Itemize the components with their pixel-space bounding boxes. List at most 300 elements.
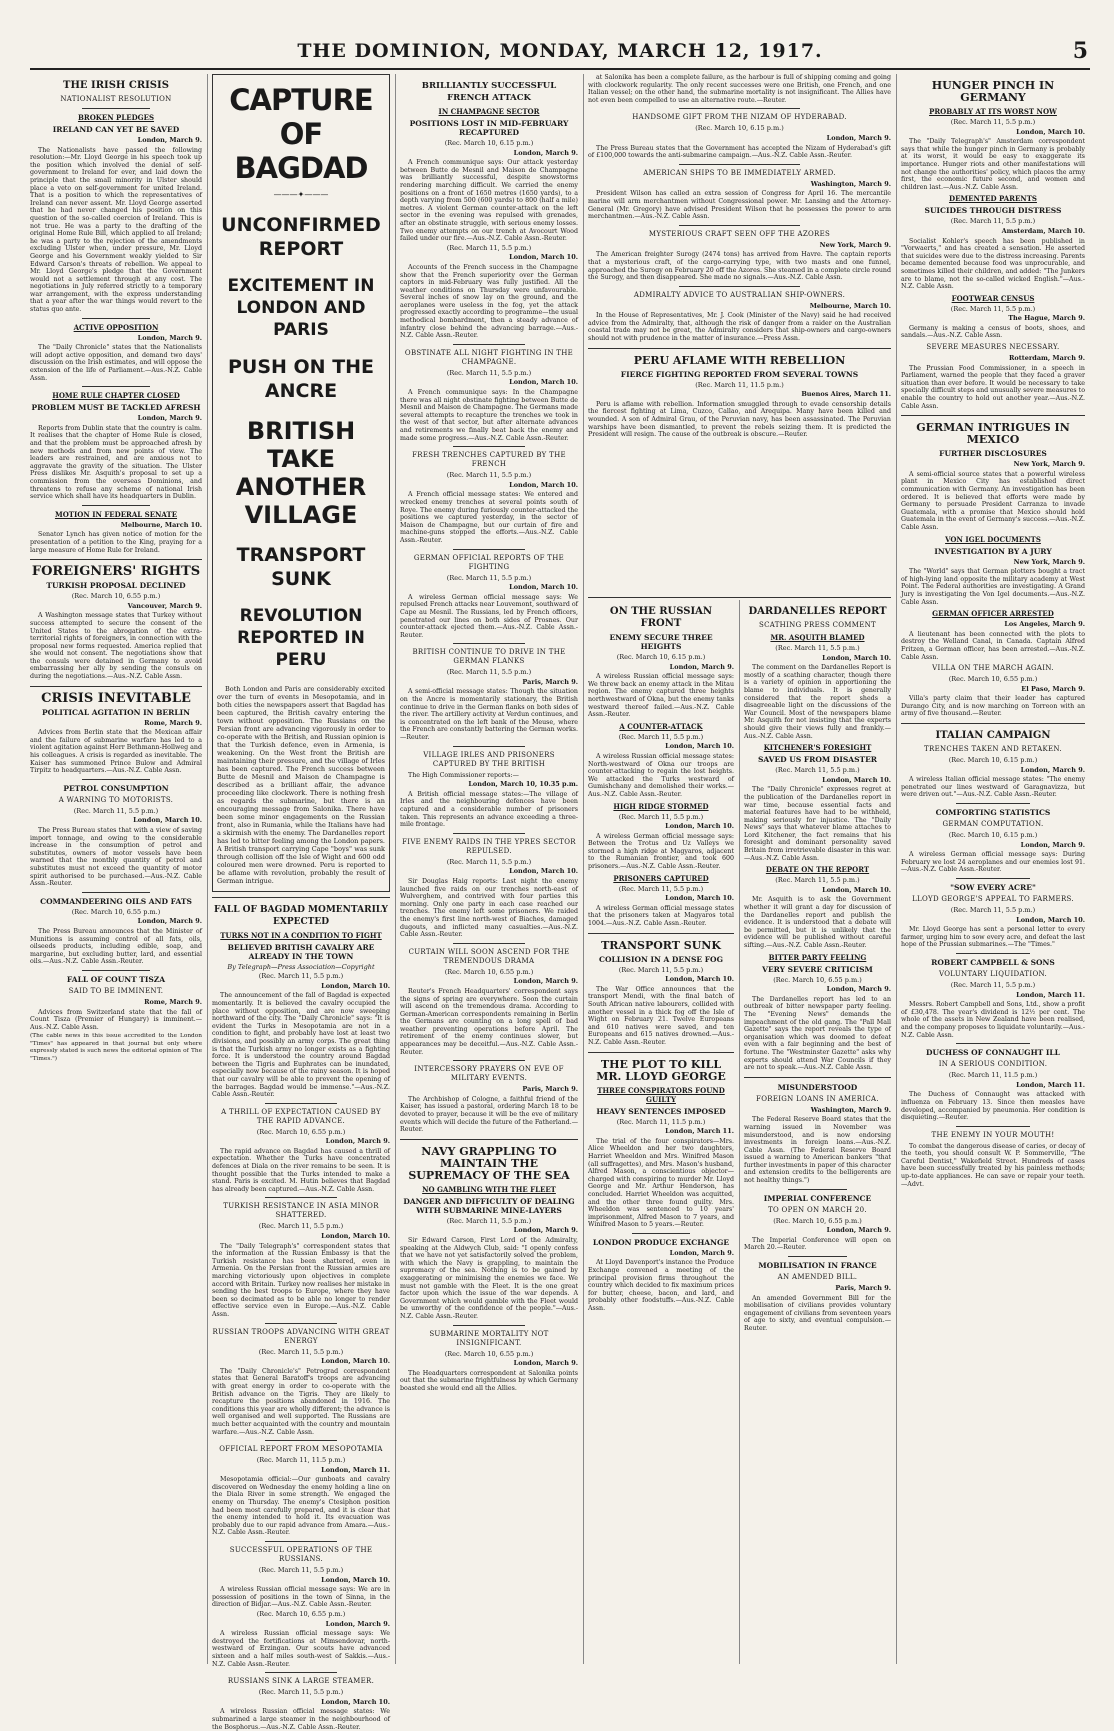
- article-subhead: INVESTIGATION BY A JURY: [934, 546, 1052, 556]
- article-headline: LONDON PRODUCE EXCHANGE: [592, 1237, 730, 1247]
- article-body: A French communique says: Our attack yesterday between Butte de Mesnil and Maison de Champagne was brilliantly successful, despite snowstorms rendering marching difficult. We carried the enemy positions on a front of 1650 metres (1650 yards), to a depth varying from 500 (600 yards) to 800 (half a mile) metres. A violent German counter-attack on the left sector in the evening was repulsed with grenades, after an obstinate struggle, with serious enemy losses. Two enemy attempts on our trench at Avocourt Wood failed under our fire.—Aus.-N.Z. Cable Assn.-Reuter.: [400, 159, 578, 243]
- banner-headline: CAPTURE OF BAGDAD: [229, 83, 373, 185]
- receipt-date: (Rec. March 10, 6.55 p.m.): [773, 975, 862, 984]
- divider: [265, 1541, 336, 1542]
- article-body: A semi-official source states that a powerful wireless plant in Mexico City has established direct communication with Germany. An investigation has been ordered. It is believed that efforts were made by Germany to persuade President Carranza to invade Guatemala, with a promise that Mexico should hold Guatemala in the event of Germany's success.—Aus.-N.Z. Cable Assn.: [901, 470, 1085, 531]
- dateline: London, March 9.: [513, 1359, 578, 1368]
- dateline: New York, March 9.: [1013, 557, 1085, 566]
- article-body: A British official message states:—The village of Irles and the neighbouring defences have been captured and a considerable number of prisoners taken. This represents an advance exceeding a three-mile frontage.: [400, 790, 578, 829]
- receipt-date: (Rec. March 10, 6.55 p.m.): [948, 675, 1038, 684]
- receipt-date: (Rec. March 11, 5.5 p.m.): [258, 1222, 344, 1231]
- dateline: London, March 10.: [1016, 915, 1085, 924]
- divider: [788, 1256, 847, 1257]
- article-headline: SUCCESSFUL OPERATIONS OF THE RUSSIANS.: [229, 1546, 373, 1564]
- article-subhead: ACTIVE OPPOSITION: [73, 322, 159, 332]
- article-headline: FOREIGNERS' RIGHTS: [31, 564, 201, 580]
- banner-subhead: TRANSPORT SUNK: [236, 543, 366, 590]
- dateline: London, March 11.: [321, 1465, 390, 1474]
- divider: [632, 1233, 690, 1234]
- dateline: London, March 9.: [513, 977, 578, 986]
- article-headline: HUNGER PINCH IN GERMANY: [931, 79, 1055, 104]
- receipt-date: (Rec. March 11, 11.5 p.m.): [948, 1071, 1038, 1080]
- receipt-date: (Rec. March 10, 6.55 p.m.): [256, 1127, 346, 1136]
- article-headline: CRISIS INEVITABLE: [41, 690, 191, 706]
- article-body: A wireless Russian official message states: North-westward of Okna our troops are counter-attacking to regain the lost heights. We attacked the Turks westward of Gumishchany and demolished their works.—Aus.-N.Z. Cable Assn.-Reuter.: [588, 752, 734, 798]
- dateline: London, March 11.: [665, 1127, 734, 1136]
- article-body: A semi-official message states: Though the situation on the Ancre is momentarily stationary, the British continue to drive in the German flanks on both sides of the river. The artillery activity at Verdun continues, and is concentrated on the left bank of the Meuse, where the French are constantly battering the German works.—Reuter.: [400, 688, 579, 742]
- article-headline: FRESH TRENCHES CAPTURED BY THE FRENCH: [412, 451, 566, 469]
- article-subhead: SAVED US FROM DISASTER: [757, 755, 878, 765]
- receipt-date: (Rec. March 11, 5.5 p.m.): [618, 732, 704, 741]
- article-headline: "SOW EVERY ACRE": [950, 883, 1036, 892]
- article-body: The Duchess of Connaught was attacked with influenza on February 13. Since then measles have developed, accompanied by pneumonia. Her condition is disquieting.—Reuter.: [901, 1091, 1085, 1122]
- dateline: Paris, March 9.: [835, 1284, 891, 1293]
- divider: [82, 318, 151, 319]
- byline: By Telegraph—Press Association—Copyright: [227, 962, 375, 971]
- article-headline: TURKISH RESISTANCE IN ASIA MINOR SHATTERED.: [223, 1202, 379, 1220]
- article-body: A wireless Russian official message says: We destroyed the fortifications at Mimsendovar, north-westward of Erzingan. Our scouts have advanced sixteen and a half miles south-west of Sakkis.—Aus.-N.Z. Cable Assn.-Reuter.: [212, 1630, 390, 1668]
- article-subhead: SUICIDES THROUGH DISTRESS: [924, 206, 1062, 216]
- divider: [956, 878, 1030, 879]
- article-headline: FALL OF COUNT TISZA: [66, 974, 166, 984]
- dateline: New York, March 9.: [1013, 460, 1085, 469]
- article-subhead: FOREIGN LOANS IN AMERICA.: [756, 1094, 879, 1103]
- ornament: ———✦———: [273, 190, 329, 199]
- column-2: [212, 74, 390, 1731]
- receipt-date: (Rec. March 10, 6.55 p.m.): [773, 1216, 862, 1225]
- article-subhead: SAID TO BE IMMINENT.: [68, 986, 164, 995]
- dateline: London, March 9.: [826, 985, 891, 994]
- divider: [453, 833, 524, 834]
- article-subhead: SEVERE MEASURES NECESSARY.: [926, 343, 1060, 352]
- article-body: An amended Government Bill for the mobilisation of civilians provides voluntary engagement of civilians from seventeen years of age to sixty, and eventual compulsion.—Reuter.: [744, 1294, 891, 1332]
- article-body: The Nationalists have passed the following resolution:—Mr. Lloyd George in his speech took up the position which involved the denial of self-government to Ireland for ever, and laid down the principle that the small minority in Ulster should place a veto on self-government for united Ireland. That is a position to which the representatives of Ireland can never assent. Mr. Lloyd George asserted that he had never changed his position on this question of the so-called coercion of Ireland. This is not true. He was a party to the drafting of the original Home Rule Bill, which applied to all Ireland; he was a party to the rejection of the amendments excluding Ulster when, under pressure, Mr. Lloyd George and his Government weakly yielded to Sir Edward Carson's threats of rebellion. We appeal to Mr. Lloyd George's pledge that the Government would not a settlement through at any cost. The negotiations in July referred strictly to a temporary war arrangement, with the express understanding that a year after the war things would revert to the status quo ante.: [30, 146, 202, 314]
- article-body: A wireless Russian official message says: We threw back an enemy attack in the Mitau region. The enemy captured three heights northwestward of Okna, but the enemy tanks westward thereof failed.—Aus.-N.Z. Cable Assn.-Reuter.: [588, 673, 734, 719]
- divider: [400, 1139, 578, 1140]
- divider: [82, 108, 151, 109]
- dateline: Paris, March 9.: [522, 1085, 578, 1094]
- receipt-date: (Rec. March 11, 5.5 p.m.): [446, 668, 532, 677]
- dateline: London, March 9.: [513, 1226, 578, 1235]
- article-headline: AMERICAN SHIPS TO BE IMMEDIATELY ARMED.: [643, 168, 836, 177]
- article-body: To combat the dangerous disease of caries, or decay of the teeth, you should consult W. P. Sommerville, "The Careful Dentist," Wakefield Street. Hundreds of cases have been successfully treated by his painless methods; up-to-date appliances. He can save or repair your teeth.—Advt.: [901, 1142, 1085, 1188]
- receipt-date: (Rec. March 11, 5.5 p.m.): [446, 857, 532, 866]
- article-body: Messrs. Robert Campbell and Sons, Ltd., show a profit of £30,478. The year's dividend is 12½ per cent. The whole of the assets in New Zealand have been realised, and the company proposes to liquidate voluntarily.—Aus.-N.Z. Cable Assn.: [901, 1001, 1085, 1039]
- article-body: The "Daily Chronicle's" Petrograd correspondent states that General Baratoff's troops are advancing with great energy in order to co-operate with the British advance on the Tigris. They are likely to recapture the positions abandoned in 1916. The conditions this year are wholly different; the advance is well organised and well supported. The Russians are much better acquainted with the country and mountain warfare.—Aus.-N.Z. Cable Assn.: [212, 1367, 390, 1436]
- divider: [588, 1052, 734, 1053]
- dateline: Buenos Aires, March 11.: [801, 390, 891, 399]
- article-subhead: HEAVY SENTENCES IMPOSED: [596, 1106, 726, 1116]
- article-headline: OBSTINATE ALL NIGHT FIGHTING IN THE CHAMPAGNE.: [404, 348, 574, 366]
- dateline: London, March 10.: [665, 975, 734, 984]
- article-subhead: POLITICAL AGITATION IN BERLIN: [41, 707, 191, 717]
- divider: [453, 943, 524, 944]
- divider: [453, 1060, 524, 1061]
- banner-subhead: PUSH ON THE ANCRE: [227, 355, 375, 402]
- article-body: In the House of Representatives, Mr. J. Cook (Minister of the Navy) said he had received advice from the Admiralty, that, although the risk of danger from a raider on the Australian coastal trade may not be great, the Admiralty considers that ship-owners and cargo-owners should not with prudence in the matter of insurance.—Press Assn.: [588, 312, 891, 343]
- article-body: The Press Bureau announces that the Minister of Munitions is assuming control of all fats, oils, oilseeds products, including edible, soap, and margarine, but excluding butter, lard, and essential oils.—Aus.-N.Z. Cable Assn.-Reuter.: [30, 927, 202, 966]
- divider: [82, 386, 151, 387]
- article-body: Socialist Kohler's speech has been published in "Vorwaerts," and has created a sensation. He asserted that suicides were due to the distress increasing. Parents became demented because food was unprocurable, and sometimes killed their children, and added: "The Junkers are to blame, not the so-called wicked English."—Aus.-N.Z. Cable Assn.: [901, 237, 1085, 291]
- divider: [30, 559, 202, 560]
- receipt-date: (Rec. March 11, 5.5 p.m.): [950, 118, 1036, 126]
- article-subhead: NO GAMBLING WITH THE FLEET: [422, 1184, 556, 1194]
- dateline: Rotterdam, March 9.: [1008, 354, 1085, 363]
- article-body: Advices from Switzerland state that the fall of Count Tisza (Premier of Hungary) is imminent.—Aus.-N.Z. Cable Assn.: [30, 1008, 202, 1031]
- article-subhead: MOTION IN FEDERAL SENATE: [54, 509, 178, 519]
- divider: [453, 446, 524, 447]
- article-body: The High Commissioner reports:—: [408, 771, 519, 779]
- article-body: A lieutenant has been connected with the plots to destroy the Welland Canal, in Canada. Captain Alfred Fritzen, a German officer, has been arrested.—Aus.-N.Z. Cable Assn.: [901, 630, 1085, 661]
- dateline: London, March 10.: [509, 480, 578, 489]
- article-body: Accounts of the French success in the Champagne show that the French superiority over the German captors in mid-February was fully justified. All the weather conditions on Thursday were unfavourable. Several inches of snow lay on the ground, and the aeroplanes were useless in the fog, yet the attack progressed exactly according to programme—the usual methodical bombardment, then a steady advance of infantry close behind the advancing barrage.—Aus.-N.Z. Cable Assn.-Reuter.: [400, 263, 578, 340]
- article-headline: RUSSIANS SINK A LARGE STEAMER.: [227, 1677, 375, 1686]
- receipt-date: (Rec. March 11, 5.5 p.m.): [950, 217, 1036, 226]
- article-headline: MISUNDERSTOOD: [777, 1082, 858, 1092]
- dateline: London, March 10.: [665, 894, 734, 903]
- article-headline: COMFORTING STATISTICS: [935, 808, 1051, 818]
- receipt-date: (Rec. March 10, 6.55 p.m.): [256, 1610, 346, 1618]
- divider: [82, 505, 151, 506]
- article-subhead: KITCHENER'S FORESIGHT: [763, 743, 872, 753]
- dateline: London, March 9.: [137, 333, 202, 342]
- article-body: Reuter's French Headquarters' correspondent says the signs of spring are everywhere. Soon the curtain will ascend on the tremendous drama. According to German-American correspondents remaining in Berlin the Germans are counting on a long spell of bad weather preventing operations before April. The retirement of the enemy continues slower, but appearances may be deceitful.—Aus.-N.Z. Cable Assn.-Reuter.: [400, 987, 578, 1056]
- dateline: New York, March 9.: [819, 240, 891, 249]
- article-body: Villa's party claim that their leader has captured Durango City, and is now marching on Torreon with an army of five thousand.—Reuter.: [901, 695, 1085, 718]
- divider: [265, 1323, 336, 1324]
- newspaper-title: THE DOMINION, MONDAY, MARCH 12, 1917.: [297, 40, 823, 62]
- receipt-date: (Rec. March 11, 5.5 p.m.): [258, 972, 344, 981]
- article-subhead: VOLUNTARY LIQUIDATION.: [939, 969, 1047, 978]
- article-subhead: TURKISH PROPOSAL DECLINED: [46, 581, 186, 591]
- editorial-note: (The cable news in this issue accredited to the London "Times" has appeared in that journal but only where expressly stated is such news the editorial opinion of The "Times."): [30, 1033, 202, 1063]
- divider: [679, 108, 800, 109]
- article-subhead: COLLISION IN A DENSE FOG: [599, 954, 723, 964]
- article-headline: THE PLOT TO KILL MR. LLOYD GEORGE: [596, 1057, 726, 1083]
- article-subhead: AN AMENDED BILL.: [777, 1273, 858, 1282]
- article-body: The "Daily Telegraph's" Amsterdam correspondent says that while the hunger pinch in Germany is probably at its worst, it would be easy to exaggerate its importance. Hunger riots and other manifestations will not change the authorities' policy, which places the army first, the economic future second, and women and children last.—Aus.-N.Z. Cable Assn.: [901, 138, 1085, 191]
- receipt-date: (Rec. March 10, 6.55 p.m.): [444, 1349, 534, 1358]
- receipt-date: (Rec. March 11, 11.5 p.m.): [695, 380, 784, 389]
- dateline: London, March 10.: [822, 885, 891, 894]
- article-headline: OFFICIAL REPORT FROM MESOPOTAMIA: [219, 1445, 383, 1454]
- article-body: At Lloyd Davenport's instance the Produce Exchange convened a meeting of the principal provision firms throughout the country which decided to fix maximum prices for butter, cheese, bacon, and lard, and probably other foodstuffs.—Aus.-N.Z. Cable Assn.: [588, 1259, 734, 1313]
- article-headline: ON THE RUSSIAN FRONT: [609, 606, 713, 629]
- dateline: London, March 10.: [509, 867, 578, 876]
- dateline: London, March 9.: [325, 1137, 390, 1146]
- dateline: London, March 10.: [1016, 127, 1085, 136]
- article-subhead: A WARNING TO MOTORISTS.: [58, 795, 174, 804]
- column-1: [30, 74, 202, 1664]
- divider: [679, 286, 800, 287]
- receipt-date: (Rec. March 11, 5.5 p.m.): [950, 980, 1036, 989]
- article-subhead: GERMAN OFFICER ARRESTED: [932, 609, 1054, 619]
- divider: [82, 892, 151, 893]
- column-4-5-top: [588, 74, 891, 594]
- divider: [265, 1103, 336, 1104]
- article-subhead: IN A SERIOUS CONDITION.: [938, 1060, 1048, 1069]
- dateline: Vancouver, March 9.: [127, 601, 202, 610]
- dateline: Melbourne, March 10.: [809, 301, 891, 310]
- dateline: London, March 10.: [509, 583, 578, 592]
- article-body: The "Daily Telegraph's" correspondent states that the information at the Russian Embassy is that the Turkish resistance has been shattered, even in Armenia. On the Persian front the Russian armies are marching victoriously upon objectives in complete accord with Britain. Turkey now realises her mistake in sending the best troops to Europe, where they have been so decimated as to be able no longer to render effective service even in Europe.—Aus.-N.Z. Cable Assn.: [212, 1242, 390, 1318]
- article-headline: RUSSIAN TROOPS ADVANCING WITH GREAT ENERGY: [212, 1327, 390, 1345]
- article-body: The "World" says that German plotters bought a tract of high-lying land opposite the military academy at West Point. The Federal authorities are investigating. A Grand Jury is investigating the Von Igel documents.—Aus.-N.Z. Cable Assn.: [901, 568, 1085, 606]
- article-subhead: IN CHAMPAGNE SECTOR: [438, 107, 540, 116]
- receipt-date: (Rec. March 11, 5.5 p.m.): [618, 884, 704, 893]
- article-subhead: PROBLEM MUST BE TACKLED AFRESH: [31, 403, 201, 413]
- article-headline: DARDANELLES REPORT: [748, 606, 887, 617]
- article-subhead: VILLA ON THE MARCH AGAIN.: [932, 664, 1054, 673]
- dateline: London, March 10.: [509, 253, 578, 262]
- article-headline: COMMANDEERING OILS AND FATS: [40, 896, 192, 906]
- article-body: A wireless German official message says: Between the Trotus and Uz Valleys we stormed a high ridge at Magyaros, adjacent to the Rumanian frontier, and took 600 prisoners.—Aus.-N.Z. Cable Assn.-Reuter.: [588, 832, 734, 871]
- article-body: A French official message states: We entered and wrecked enemy trenches at several points south of Roye. The enemy during furiously counter-attacked the positions we captured yesterday, in the sector of Maison de Champagne, but our curtain of fire and machine-guns stopped the efforts.—Aus.-N.Z. Cable Assn.-Reuter.: [400, 491, 578, 544]
- divider: [901, 415, 1085, 416]
- article-headline: MYSTERIOUS CRAFT SEEN OFF THE AZORES: [648, 229, 831, 238]
- article-body: Mr. Lloyd George has sent a personal letter to every farmer, urging him to sow every acre, and defeat the last hope of the Prussian submarines.—The "Times.": [901, 926, 1085, 949]
- article-body: A wireless Italian official message states: "The enemy penetrated our lines westward of Garagnavizza, but were driven out."—Aus.-N.Z. Cable Assn.-Reuter.: [901, 776, 1085, 799]
- dateline: London, March 10.: [321, 1697, 390, 1706]
- receipt-date: (Rec. March 10, 6.15 p.m.): [948, 831, 1038, 840]
- article-body: The Federal Reserve Board states that the warning issued in November was misunderstood, and is now endorsing investments in foreign loans.—Aus.-N.Z. Cable Assn. (The Federal Reserve Board issued a warning to American bankers "that further investments in paper of this character and extension credits to the belligerents are not healthy things."): [744, 1116, 891, 1185]
- divider: [265, 1197, 336, 1198]
- divider: [588, 597, 891, 598]
- divider: [265, 1672, 336, 1673]
- article-headline: VILLAGE IRLES AND PRISONERS CAPTURED BY THE BRITISH: [423, 750, 555, 768]
- dateline: Paris, March 9.: [522, 677, 578, 686]
- article-body: The comment on the Dardanelles Report is mostly of a scathing character, though there is a variety of opinion in apportioning the blame to individuals. It is generally considered that the report sheds a disagreeable light on the discussions of the War Council. Most of the newspapers blame Mr. Asquith for not insisting that the experts should give their views fully and frankly.—Aus.-N.Z. Cable Assn.: [744, 664, 891, 740]
- receipt-date: (Rec. March 11, 5.5 p.m.): [618, 965, 704, 974]
- dateline: London, March 9.: [1020, 840, 1085, 849]
- receipt-date: (Rec. March 10, 6.15 p.m.): [444, 139, 534, 147]
- article-body: The Press Bureau states that the Government has accepted the Nizam of Hyderabad's gift of £100,000 towards the anti-submarine campaign.—Aus.-N.Z. Cable Assn.-Reuter.: [588, 144, 891, 160]
- article-subhead: DEMENTED PARENTS: [949, 194, 1037, 204]
- article-headline: NAVY GRAPPLING TO MAINTAIN THE SUPREMACY OF THE SEA: [408, 1144, 570, 1182]
- column-3: [400, 74, 578, 1664]
- divider: [82, 970, 151, 971]
- article-subhead: DEBATE ON THE REPORT: [765, 865, 870, 875]
- article-headline: BRILLIANTLY SUCCESSFUL FRENCH ATTACK: [421, 81, 557, 103]
- article-subhead: THREE CONSPIRATORS FOUND GUILTY: [597, 1085, 725, 1104]
- article-body: President Wilson has called an extra session of Congress for April 16. The mercantile marine will arm merchantmen without Congressional power. Mr. Lansing and the Attorney-General (Mr. Gregory) have advised President Wilson that he possesses the power to arm merchantmen.—Aus.-N.Z. Cable Assn.: [588, 190, 891, 221]
- receipt-date: (Rec. March 11, 5.5 p.m.): [446, 368, 532, 377]
- receipt-date: (Rec. March 11, 5.5 p.m.): [950, 304, 1036, 313]
- dateline: Rome, March 9.: [144, 718, 202, 727]
- receipt-date: (Rec. March 11, 5.5 p.m.): [950, 906, 1036, 914]
- article-headline: THE ENEMY IN YOUR MOUTH!: [931, 1130, 1055, 1139]
- dateline: Washington, March 9.: [810, 1105, 891, 1114]
- dateline: London, March 10.: [321, 1232, 390, 1241]
- divider: [679, 225, 800, 226]
- article-headline: SUBMARINE MORTALITY NOT INSIGNIFICANT.: [429, 1329, 549, 1347]
- divider: [453, 746, 524, 747]
- dateline: The Hague, March 9.: [1008, 314, 1085, 323]
- article-subhead: BELIEVED BRITISH CAVALRY ARE ALREADY IN THE TOWN: [227, 942, 375, 961]
- lead-story-box: [212, 74, 390, 892]
- receipt-date: (Rec. March 11, 5.5 p.m.): [446, 471, 532, 480]
- divider: [901, 723, 1085, 724]
- article-body: Mr. Asquith is to ask the Government whether it will grant a day for discussion of the Dardanelles report and publish the evidence. It is understood that a debate will be permitted, but it is unlikely that the evidence will be published without careful sifting.—Aus.-N.Z. Cable Assn.-Reuter.: [744, 896, 891, 949]
- article-headline: DUCHESS OF CONNAUGHT ILL: [926, 1048, 1060, 1058]
- article-body: A Washington message states that Turkey without success attempted to secure the consent of the United States to the abrogation of the extra-territorial rights of foreigners, in connection with the proposal new forms requested. America replied that she would not consent. The negotiations show that the consuls were detained in Germany to avoid embarrassing her ally by sending the consuls on during the negotiations.—Aus.-N.Z. Cable Assn.: [30, 612, 202, 681]
- dateline: London, March 11.: [1016, 1080, 1085, 1089]
- dateline: London, March 9.: [137, 136, 202, 144]
- article-headline: INTERCESSORY PRAYERS ON EVE OF MILITARY EVENTS.: [414, 1065, 564, 1083]
- receipt-date: (Rec. March 11, 5.5 p.m.): [446, 243, 532, 252]
- banner-subhead: EXCITEMENT IN LONDON AND PARIS: [227, 275, 375, 340]
- dateline: London, March 9.: [669, 662, 734, 671]
- article-body: The Archbishop of Cologne, a faithful friend of the Kaiser, has issued a pastoral, ordering March 18 to be devoted to prayer, because it will be the eve of military events which will decide the future of the Fatherland.—Reuter.: [400, 1095, 578, 1134]
- divider: [453, 344, 524, 345]
- article-subhead: FIERCE FIGHTING REPORTED FROM SEVERAL TOWNS: [620, 369, 859, 379]
- dateline: Washington, March 9.: [810, 179, 891, 188]
- article-headline: A THRILL OF EXPECTATION CAUSED BY THE RAPID ADVANCE.: [221, 1107, 381, 1125]
- article-body: The trial of the four conspirators—Mrs. Alice Wheeldon and her two daughters, Harriet Wheeldon and Mrs. Winifred Mason (all suffragettes), and Mrs. Mason's husband, Alfred Mason, a conscientious objector—charged with conspiring to murder Mr. Lloyd George and Mr. Arthur Henderson, has concluded. Harriet Wheeldon was acquitted, and the other three found guilty. Mrs. Wheeldon was sentenced to 10 years' imprisonment, Alfred Mason to 7 years, and Winifred Mason to 5 years.—Reuter.: [588, 1137, 734, 1229]
- dateline: Rome, March 9.: [144, 997, 202, 1006]
- dateline: Los Angeles, March 9.: [1004, 620, 1085, 629]
- article-headline: FIVE ENEMY RAIDS IN THE YPRES SECTOR REPULSED.: [402, 837, 576, 855]
- receipt-date: (Rec. March 11, 5.5 p.m.): [258, 1688, 344, 1697]
- article-subhead: VON IGEL DOCUMENTS: [945, 534, 1041, 544]
- article-subhead: PRISONERS CAPTURED: [613, 873, 709, 883]
- dateline: London, March 10.: [509, 378, 578, 387]
- article-body: A wireless German official message states that the prisoners taken at Magyaros total 1004.—Aus.-N.Z. Cable Assn.-Reuter.: [588, 904, 734, 928]
- article-headline: MOBILISATION IN FRANCE: [758, 1261, 877, 1271]
- article-subhead: IRELAND CAN YET BE SAVED: [52, 125, 180, 134]
- dateline: London, March 10.: [665, 822, 734, 831]
- article-body: Sir Douglas Haig reports: Last night the enemy launched five raids on our trenches north-east of Wulverghem, and contrived with four parties this morning. Only one party in each case reached our trenches. The enemy left some prisoners. We raided the enemy's first line north-west of Biaches, damaged dugouts, and inflicted many casualties.—Aus.-N.Z. Cable Assn.-Reuter.: [400, 877, 578, 939]
- receipt-date: (Rec. March 10, 6.55 p.m.): [71, 907, 161, 916]
- dateline: London, March 10.: [133, 816, 202, 825]
- divider: [453, 643, 524, 644]
- article-subhead: TRENCHES TAKEN AND RETAKEN.: [924, 745, 1062, 754]
- banner-subhead: REVOLUTION REPORTED IN PERU: [237, 605, 365, 670]
- article-headline: GERMAN OFFICIAL REPORTS OF THE FIGHTING: [413, 553, 565, 571]
- article-subhead: LLOYD GEORGE'S APPEAL TO FARMERS.: [912, 895, 1074, 903]
- receipt-date: (Rec. March 11, 5.5 p.m.): [446, 1216, 532, 1225]
- dateline: London, March 9.: [826, 133, 891, 142]
- article-body: A wireless Russian official message states: We submarined a large steamer in the neighbourhood of the Bosphorus.—Aus.-N.Z. Cable Assn.-Reuter.: [212, 1708, 390, 1731]
- article-subhead: BITTER PARTY FEELING: [768, 952, 867, 962]
- dateline: London, March 9.: [826, 1226, 891, 1235]
- divider: [588, 933, 734, 934]
- dateline: London, March 9.: [669, 1248, 734, 1257]
- article-subhead: HOME RULE CHAPTER CLOSED: [52, 391, 180, 401]
- column-rule: [583, 74, 584, 1664]
- column-4: [588, 600, 734, 1664]
- dateline: London, March 9.: [325, 1619, 390, 1628]
- article-subhead: POSITIONS LOST IN MID-FEBRUARY RECAPTURED: [409, 119, 569, 137]
- article-body: The announcement of the fall of Bagdad is expected momentarily. It is believed the cavalry occupied the place without opposition, and are now sweeping northward of the city. The "Daily Chronicle" says: "It is evident the Turks in Mesopotamia are not in a condition to fight, and probably have lost at least two divisions, and possibly an army corps. The great thing is that the Turkish army no longer exists as a fighting force. It is understood the country around Bagdad between the Tigris and Euphrates can be inundated, especially now because of the rainy season. It is hoped that our cavalry will be able to prevent the opening of the barrages. Bagdad would be immense."—Aus.-N.Z. Cable Assn.-Reuter.: [212, 992, 390, 1099]
- receipt-date: (Rec. March 11, 11.5 p.m.): [256, 1456, 346, 1465]
- article-headline: ROBERT CAMPBELL & SONS: [931, 957, 1055, 967]
- dateline: London, March 9.: [1020, 765, 1085, 774]
- divider: [265, 1440, 336, 1441]
- article-subhead: MR. ASQUITH BLAMED: [770, 633, 865, 642]
- article-headline: BRITISH CONTINUE TO DRIVE IN THE GERMAN FLANKS: [412, 648, 566, 666]
- article-body: at Salonika has been a complete failure, as the harbour is full of shipping coming and going with clockwork regularity. The only recent successes were one British, one French, and one Italian vessel; on the other hand, the submarine mortality is not insignificant. The Allies have not even been compelled to use an alternative route.—Reuter.: [588, 74, 891, 104]
- divider: [956, 1126, 1030, 1127]
- article-body: Reports from Dublin state that the country is calm. It realises that the chapter of Home Rule is closed, and that the problem must be approached afresh by new methods and from new points of view. The leaders are restrained, and are anxious not to aggravate the gravity of the situation. The Ulster Press dislikes Mr. Asquith's proposal to set up a commission from the overseas Dominions, and threatens to refuse any scheme of national Irish service which shall have its headquarters in Dublin.: [30, 424, 202, 501]
- divider: [956, 1043, 1030, 1044]
- article-body: The "Daily Chronicle" expresses regret at the publication of the Dardanelles report in war time, because essential facts and material features have had to be withheld, making seriously for injustice. The "Daily News" says that whatever blame attaches to Lord Kitchener, the fact remains that his foresight and dominant personality saved Britain from irretrievable disaster in this war.—Aus.-N.Z. Cable Assn.: [744, 786, 891, 862]
- article-subhead: NATIONALIST RESOLUTION: [60, 95, 172, 103]
- article-headline: FALL OF BAGDAD MOMENTARILY EXPECTED: [214, 904, 388, 927]
- receipt-date: (Rec. March 10, 6.15 p.m.): [948, 756, 1038, 765]
- dateline: Melbourne, March 10.: [120, 520, 202, 529]
- article-headline: ITALIAN CAMPAIGN: [935, 730, 1051, 742]
- receipt-date: (Rec. March 11, 5.5 p.m.): [775, 876, 860, 885]
- article-subhead: HIGH RIDGE STORMED: [613, 801, 709, 811]
- column-rule: [395, 74, 396, 1664]
- article-body: The "Daily Chronicle" states that the Nationalists will adopt active opposition, and demand two days' discussion on the Irish estimates, and will oppose the extension of the life of Parliament.—Aus.-N.Z. Cable Assn.: [30, 344, 202, 382]
- article-subhead: PROBABLY AT ITS WORST NOW: [929, 107, 1057, 116]
- article-body: The War Office announces that the transport Mendi, with the final batch of South African native labourers, collided with another vessel in a thick fog off the Isle of Wight on February 21. Twelve Europeans and 610 natives were saved, and ten Europeans and 615 natives drowned.—Aus.-N.Z. Cable Assn.-Reuter.: [588, 985, 734, 1046]
- dateline: London, March 10.: [321, 981, 390, 990]
- divider: [453, 549, 524, 550]
- article-body: The Imperial Conference will open on March 20.—Reuter.: [744, 1236, 891, 1252]
- dateline: London, March 9.: [137, 414, 202, 423]
- article-body: A wireless German official message says: During February we lost 24 aeroplanes and our enemies lost 91.—Aus.-N.Z. Cable Assn.-Reuter.: [901, 851, 1085, 874]
- divider: [788, 1189, 847, 1190]
- article-subhead: FOOTWEAR CENSUS: [951, 293, 1035, 303]
- article-subhead: ENEMY SECURE THREE HEIGHTS: [609, 633, 713, 651]
- article-subhead: A COUNTER-ATTACK: [619, 721, 703, 731]
- article-body: A French communique says: In the Champagne there was all night obstinate fighting between Butte de Mesnil and Maison de Champagne. The Germans made several attempts to recapture the trenches we took in the west of that sector, but after alternate advances and retirements we finally beat back the enemy and made some progress.—Aus.-N.Z. Cable Assn.-Reuter.: [400, 389, 578, 442]
- divider: [588, 348, 891, 349]
- article-body: Mesopotamia official:—Our gunboats and cavalry discovered on Wednesday the enemy holding a line on the Diala River in some strength. We engaged the enemy on Thursday. The enemy's Ctesiphon position had been most carefully prepared, and it is clear that the enemy intended to hold it. Its evacuation was probably due to our rapid advance from Amara.—Aus.-N.Z. Cable Assn.-Reuter.: [212, 1476, 390, 1537]
- article-headline: HANDSOME GIFT FROM THE NIZAM OF HYDERABAD.: [632, 113, 847, 122]
- article-headline: IMPERIAL CONFERENCE: [763, 1193, 872, 1203]
- article-headline: GERMAN INTRIGUES IN MEXICO: [916, 421, 1070, 447]
- receipt-date: (Rec. March 11, 5.5 p.m.): [618, 812, 704, 821]
- receipt-date: (Rec. March 10, 6.15 p.m.): [695, 124, 784, 133]
- article-subhead: VERY SEVERE CRITICISM: [762, 964, 873, 974]
- divider: [956, 953, 1030, 954]
- divider: [30, 686, 202, 687]
- receipt-date: (Rec. March 11, 5.5 p.m.): [73, 806, 159, 815]
- column-rule: [739, 600, 740, 1664]
- divider: [956, 803, 1030, 804]
- article-body: The Headquarters correspondent at Salonika points out that the submarine frightfulness by which Germany boasted she would end all the Allies.: [400, 1369, 578, 1392]
- article-body: A wireless Russian official message says: We are in possession of positions in the town of Sinna, in the direction of Bidjar.—Aus.-N.Z. Cable Assn.-Reuter.: [212, 1586, 390, 1609]
- article-subhead: GERMAN COMPUTATION.: [942, 820, 1044, 829]
- article-body: The Press Bureau states that with a view of saving import tonnage, and owing to the considerable increase in the consumption of petrol and substitutes, owners of motor vessels have been warned that the monthly quantity of petrol and substitutes must not exceed the quantity of motor spirit authorised to be purchased.—Aus.-N.Z. Cable Assn.-Reuter.: [30, 827, 202, 888]
- divider: [453, 1325, 524, 1326]
- dateline: London, March 10, 10.35 p.m.: [468, 780, 578, 789]
- receipt-date: (Rec. March 10, 6.15 p.m.): [616, 653, 706, 661]
- column-5: [744, 600, 891, 1664]
- banner-subhead: BRITISH TAKE ANOTHER VILLAGE: [235, 416, 367, 529]
- dateline: London, March 9.: [137, 917, 202, 926]
- article-subhead: SCATHING PRESS COMMENT: [758, 621, 877, 629]
- article-body: The Dardanelles report has led to an outbreak of bitter newspaper party feeling. The "Evening News" demands the impeachment of the old gang. The "Pall Mall Gazette" says the report reveals the type of organisation which was doomed to defeat even with a fair beginning and the best of fortune. The "Westminster Gazette" asks why experts should attend War Councils if they are not to speak.—Aus.-N.Z. Cable Assn.: [744, 995, 891, 1072]
- article-body: A wireless German official message says: We repulsed French attacks near Louvemont, southward of Cape au Mesnil. The Russians, led by French officers, penetrated our lines on both sides of Prosnes. Our counter-attack ejected them.—Aus.-N.Z. Cable Assn.-Reuter.: [400, 593, 578, 639]
- article-subhead: TURKS NOT IN A CONDITION TO FIGHT: [220, 930, 382, 940]
- banner-subhead: UNCONFIRMED REPORT: [221, 213, 381, 260]
- column-rule: [896, 74, 897, 1664]
- divider: [744, 1077, 891, 1078]
- article-body: The Prussian Food Commissioner, in a speech in Parliament, warned the people that they faced a graver situation than ever before. It would be necessary to take specially difficult steps and unusually severe measures to enable the country to hold out another year.—Aus.-N.Z. Cable Assn.: [901, 364, 1085, 410]
- dateline: London, March 10.: [822, 775, 891, 784]
- dateline: London, March 10.: [822, 653, 891, 662]
- dateline: Amsterdam, March 10.: [1001, 226, 1085, 235]
- article-headline: PETROL CONSUMPTION: [63, 783, 169, 793]
- divider: [212, 897, 390, 898]
- article-body: The American freighter Surogy (2474 tons) has arrived from Havre. The captain reports that a mysterious craft, of the cargo-carrying type, with two masts and one funnel, approached the Surogy on February 20 off the Azores. She steamed in a complete circle round the Surogy, and then disappeared. She made no signals.—Aus.-N.Z. Cable Assn.: [588, 251, 892, 282]
- receipt-date: (Rec. March 11, 5.5 p.m.): [775, 644, 860, 652]
